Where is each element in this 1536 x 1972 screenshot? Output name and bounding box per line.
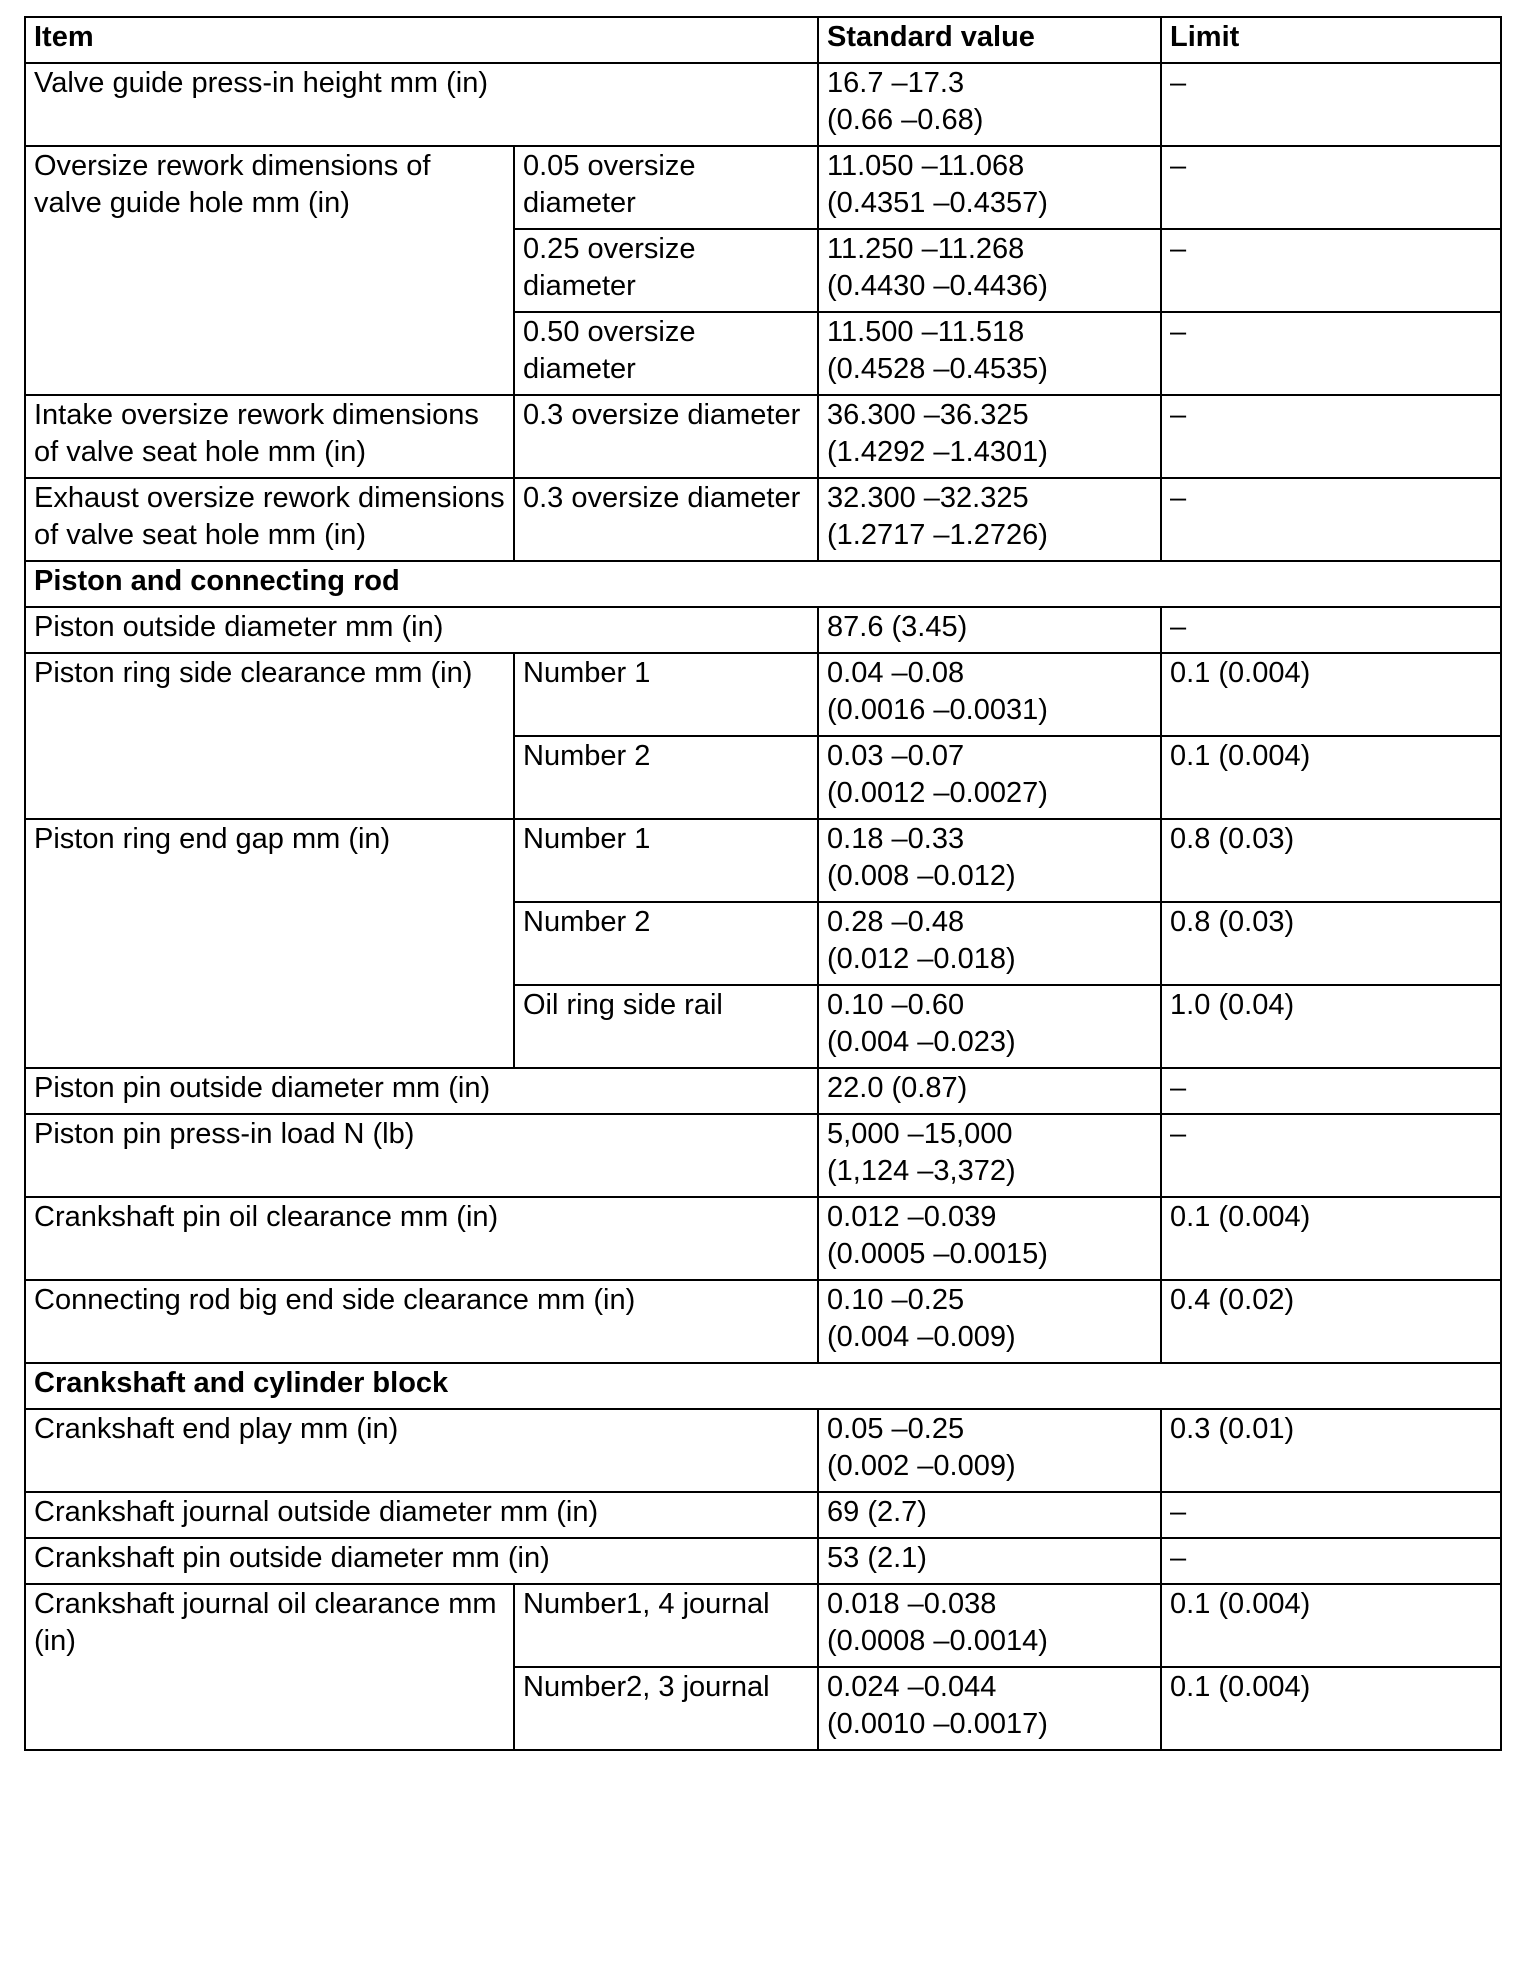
standard-value-line: (0.4351 –0.4357) [827, 187, 1048, 219]
sub-item-cell: Number 1 [514, 819, 818, 902]
limit-cell: 0.8 (0.03) [1161, 902, 1501, 985]
sub-item-cell: Number 1 [514, 653, 818, 736]
limit-cell: 0.1 (0.004) [1161, 1584, 1501, 1667]
standard-value-line: (0.0010 –0.0017) [827, 1708, 1048, 1740]
standard-value-line: 0.03 –0.07 [827, 740, 965, 772]
item-cell: Piston ring end gap mm (in) [25, 819, 514, 1068]
item-cell: Crankshaft end play mm (in) [25, 1409, 818, 1492]
sub-item-cell: 0.3 oversize diameter [514, 478, 818, 561]
limit-cell: 0.1 (0.004) [1161, 1197, 1501, 1280]
item-cell: Intake oversize rework dimensions of valve seat hole mm (in) [25, 395, 514, 478]
sub-item-cell: 0.50 oversize diameter [514, 312, 818, 395]
header-standard-value: Standard value [818, 17, 1161, 63]
table-header-row [25, 17, 1501, 63]
limit-cell: – [1161, 1068, 1501, 1114]
standard-value-line: 16.7 –17.3 [827, 67, 965, 99]
standard-value-line: 69 (2.7) [827, 1496, 927, 1528]
table-row [25, 653, 1501, 736]
standard-value-cell [818, 985, 1161, 1068]
limit-cell: 0.4 (0.02) [1161, 1280, 1501, 1363]
limit-cell: – [1161, 478, 1501, 561]
standard-value-line: (0.66 –0.68) [827, 104, 984, 136]
item-cell: Connecting rod big end side clearance mm (in) [25, 1280, 818, 1363]
sub-item-cell: 0.25 oversize diameter [514, 229, 818, 312]
standard-value-cell [818, 395, 1161, 478]
table-row [25, 146, 1501, 229]
sub-item-cell: Number 2 [514, 902, 818, 985]
standard-value-line: 0.012 –0.039 [827, 1201, 997, 1233]
table-row [25, 1197, 1501, 1280]
standard-value-cell [818, 1068, 1161, 1114]
standard-value-cell [818, 312, 1161, 395]
standard-value-line: (1.4292 –1.4301) [827, 436, 1048, 468]
table-row [25, 1492, 1501, 1538]
limit-cell: – [1161, 63, 1501, 146]
table-row [25, 1114, 1501, 1197]
standard-value-line: (1.2717 –1.2726) [827, 519, 1048, 551]
standard-value-line: (1,124 –3,372) [827, 1155, 1016, 1187]
item-cell: Piston ring side clearance mm (in) [25, 653, 514, 819]
table-row [25, 819, 1501, 902]
limit-cell: 1.0 (0.04) [1161, 985, 1501, 1068]
standard-value-cell [818, 1409, 1161, 1492]
standard-value-line: 0.28 –0.48 [827, 906, 965, 938]
standard-value-cell [818, 1538, 1161, 1584]
standard-value-line: 11.050 –11.068 [827, 150, 1025, 182]
table-row [25, 395, 1501, 478]
standard-value-cell [818, 653, 1161, 736]
limit-cell: – [1161, 229, 1501, 312]
standard-value-cell [818, 1197, 1161, 1280]
limit-cell: 0.1 (0.004) [1161, 736, 1501, 819]
standard-value-cell [818, 1584, 1161, 1667]
item-cell: Oversize rework dimensions of valve guide hole mm (in) [25, 146, 514, 395]
limit-cell: – [1161, 146, 1501, 229]
item-cell: Piston pin press-in load N (lb) [25, 1114, 818, 1197]
item-cell: Crankshaft journal outside diameter mm (in) [25, 1492, 818, 1538]
header-item: Item [25, 17, 818, 63]
table-row [25, 1584, 1501, 1667]
standard-value-line: (0.4528 –0.4535) [827, 353, 1048, 385]
table-row [25, 1538, 1501, 1584]
standard-value-line: (0.0005 –0.0015) [827, 1238, 1048, 1270]
standard-value-line: 11.500 –11.518 [827, 316, 1025, 348]
standard-value-line: 87.6 (3.45) [827, 611, 968, 643]
header-limit: Limit [1161, 17, 1501, 63]
specification-table [24, 16, 1502, 1751]
item-cell: Valve guide press-in height mm (in) [25, 63, 818, 146]
standard-value-cell [818, 1492, 1161, 1538]
sub-item-cell: Number2, 3 journal [514, 1667, 818, 1750]
standard-value-line: 0.10 –0.25 [827, 1284, 965, 1316]
standard-value-line: 32.300 –32.325 [827, 482, 1029, 514]
section-title: Piston and connecting rod [25, 561, 1501, 607]
section-header-row [25, 561, 1501, 607]
standard-value-cell [818, 63, 1161, 146]
standard-value-cell [818, 478, 1161, 561]
section-header-row [25, 1363, 1501, 1409]
section-title: Crankshaft and cylinder block [25, 1363, 1501, 1409]
item-cell: Crankshaft pin outside diameter mm (in) [25, 1538, 818, 1584]
standard-value-line: 11.250 –11.268 [827, 233, 1025, 265]
standard-value-cell [818, 1280, 1161, 1363]
item-cell: Piston outside diameter mm (in) [25, 607, 818, 653]
standard-value-line: 22.0 (0.87) [827, 1072, 968, 1104]
sub-item-cell: Oil ring side rail [514, 985, 818, 1068]
standard-value-line: 0.05 –0.25 [827, 1413, 965, 1445]
standard-value-line: 0.024 –0.044 [827, 1671, 997, 1703]
standard-value-line: (0.004 –0.023) [827, 1026, 1016, 1058]
standard-value-cell [818, 736, 1161, 819]
item-cell: Piston pin outside diameter mm (in) [25, 1068, 818, 1114]
standard-value-line: 0.04 –0.08 [827, 657, 965, 689]
standard-value-line: (0.002 –0.009) [827, 1450, 1016, 1482]
table-row [25, 478, 1501, 561]
item-cell: Crankshaft journal oil clearance mm (in) [25, 1584, 514, 1750]
standard-value-line: (0.4430 –0.4436) [827, 270, 1048, 302]
standard-value-cell [818, 1667, 1161, 1750]
standard-value-line: 53 (2.1) [827, 1542, 927, 1574]
standard-value-line: 36.300 –36.325 [827, 399, 1029, 431]
limit-cell: – [1161, 1114, 1501, 1197]
standard-value-line: 5,000 –15,000 [827, 1118, 1013, 1150]
sub-item-cell: 0.3 oversize diameter [514, 395, 818, 478]
standard-value-cell [818, 146, 1161, 229]
table-row [25, 607, 1501, 653]
sub-item-cell: Number1, 4 journal [514, 1584, 818, 1667]
limit-cell: – [1161, 1538, 1501, 1584]
standard-value-line: 0.018 –0.038 [827, 1588, 997, 1620]
item-cell: Exhaust oversize rework dimensions of valve seat hole mm (in) [25, 478, 514, 561]
limit-cell: – [1161, 312, 1501, 395]
table-row [25, 1280, 1501, 1363]
limit-cell: 0.1 (0.004) [1161, 1667, 1501, 1750]
limit-cell: – [1161, 607, 1501, 653]
standard-value-cell [818, 1114, 1161, 1197]
limit-cell: 0.1 (0.004) [1161, 653, 1501, 736]
standard-value-cell [818, 607, 1161, 653]
sub-item-cell: Number 2 [514, 736, 818, 819]
standard-value-cell [818, 902, 1161, 985]
sub-item-cell: 0.05 oversize diameter [514, 146, 818, 229]
standard-value-cell [818, 229, 1161, 312]
standard-value-line: (0.0012 –0.0027) [827, 777, 1048, 809]
standard-value-line: (0.004 –0.009) [827, 1321, 1016, 1353]
standard-value-line: (0.012 –0.018) [827, 943, 1016, 975]
limit-cell: – [1161, 395, 1501, 478]
limit-cell: 0.3 (0.01) [1161, 1409, 1501, 1492]
standard-value-line: (0.0016 –0.0031) [827, 694, 1048, 726]
limit-cell: 0.8 (0.03) [1161, 819, 1501, 902]
standard-value-cell [818, 819, 1161, 902]
limit-cell: – [1161, 1492, 1501, 1538]
standard-value-line: 0.18 –0.33 [827, 823, 965, 855]
standard-value-line: (0.0008 –0.0014) [827, 1625, 1048, 1657]
table-row [25, 1409, 1501, 1492]
table-body [25, 17, 1501, 1750]
standard-value-line: (0.008 –0.012) [827, 860, 1016, 892]
table-row [25, 63, 1501, 146]
standard-value-line: 0.10 –0.60 [827, 989, 965, 1021]
table-row [25, 1068, 1501, 1114]
item-cell: Crankshaft pin oil clearance mm (in) [25, 1197, 818, 1280]
